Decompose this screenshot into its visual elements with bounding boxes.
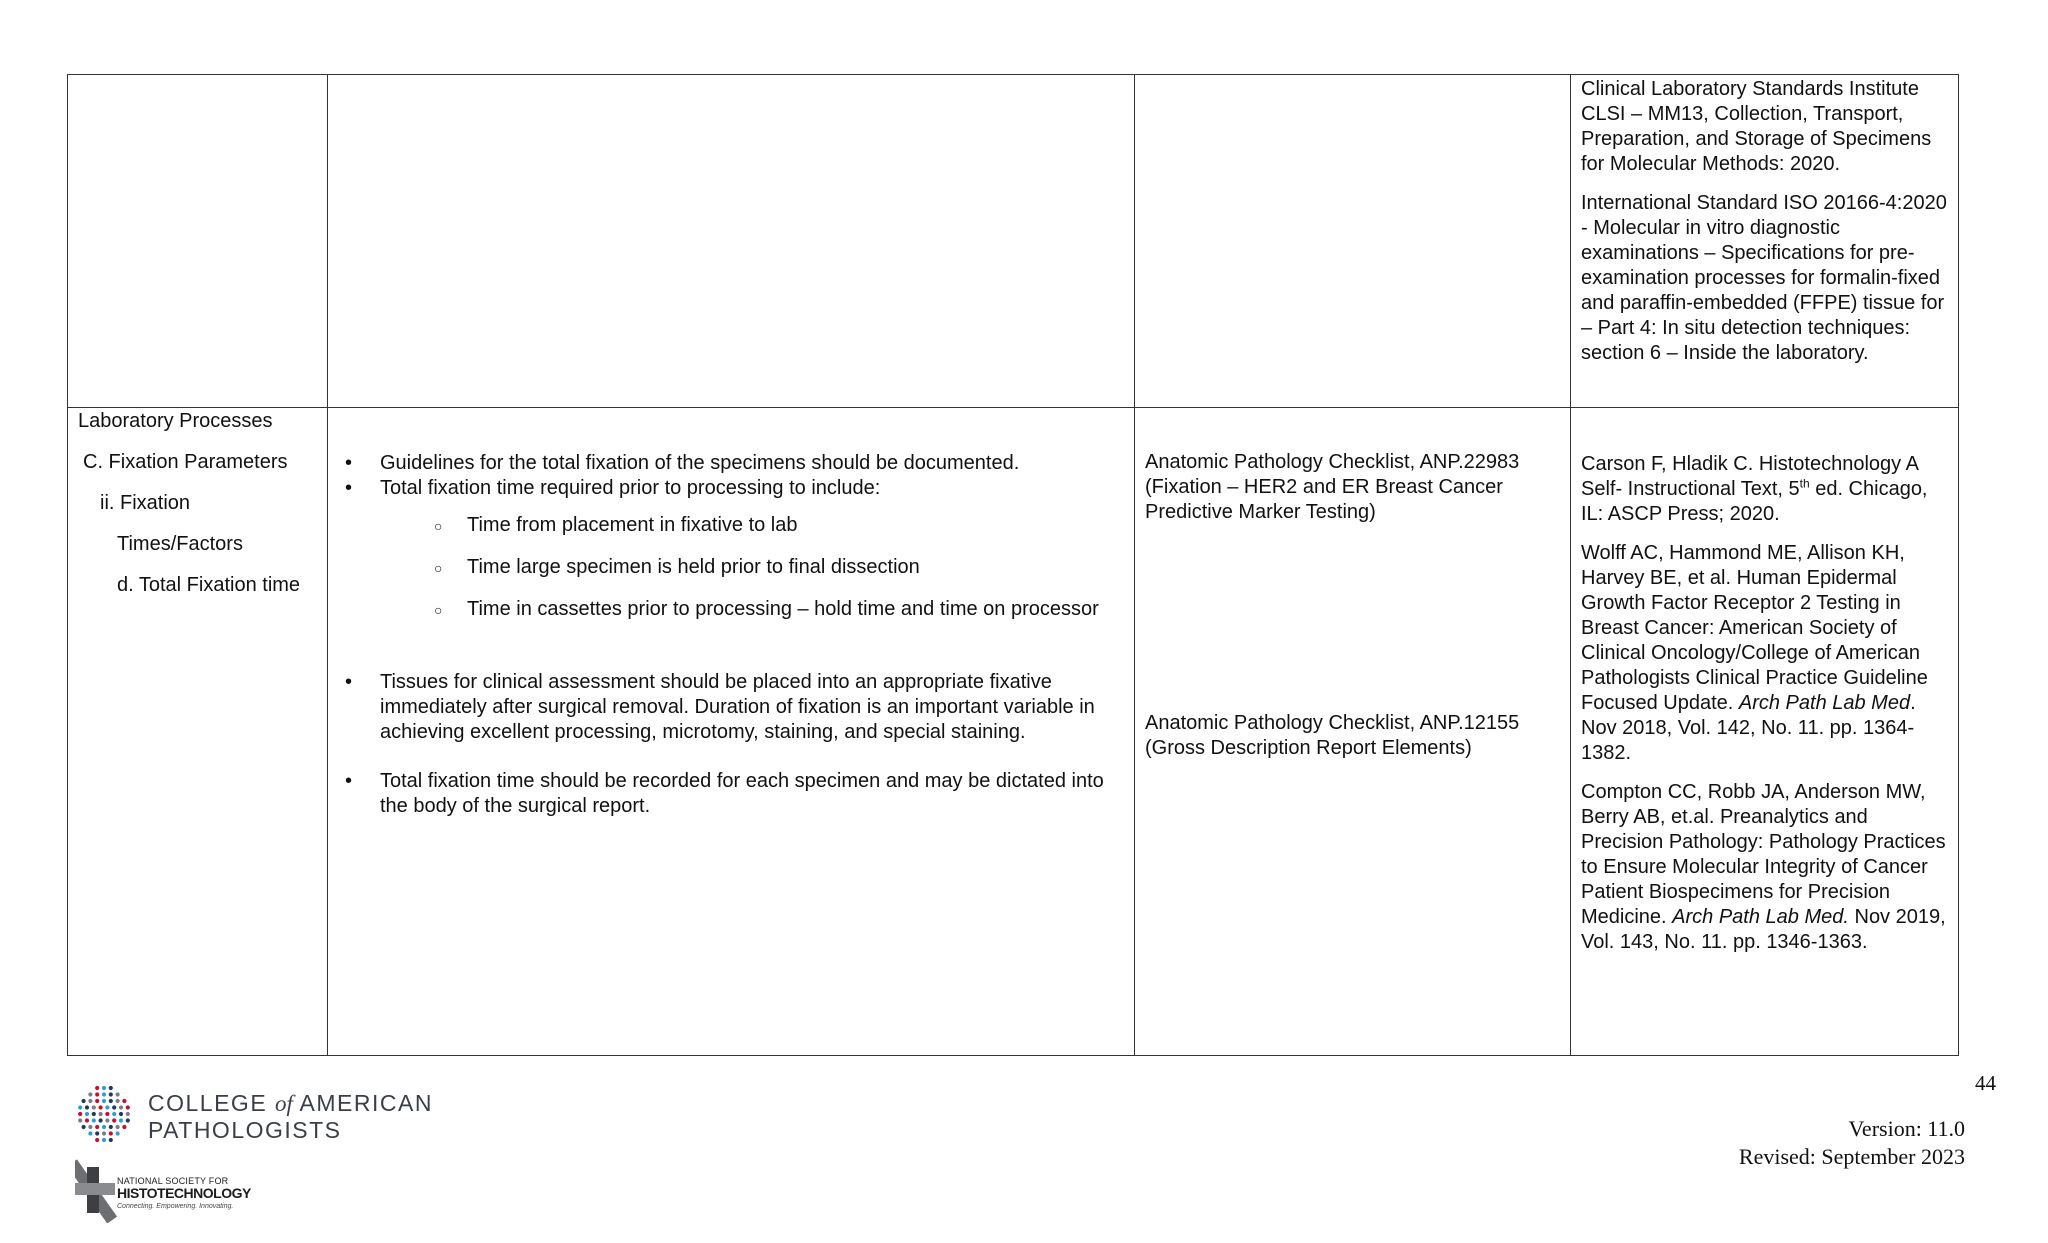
logo-dot bbox=[105, 1105, 109, 1109]
logo-dot bbox=[105, 1112, 109, 1116]
version-label: Version: 11.0 bbox=[1848, 1116, 1965, 1141]
logo-dot bbox=[109, 1138, 113, 1142]
superscript: th bbox=[1799, 476, 1810, 491]
page-number: 44 bbox=[1975, 1071, 1996, 1095]
logo-dot bbox=[95, 1138, 99, 1142]
logo-dot bbox=[99, 1105, 103, 1109]
cap-text-part: of bbox=[275, 1091, 293, 1116]
guideline-list bbox=[338, 451, 1124, 819]
cap-text-part: AMERICAN bbox=[292, 1090, 433, 1116]
logo-dot bbox=[85, 1105, 89, 1109]
logo-dot bbox=[109, 1131, 113, 1135]
logo-dot bbox=[126, 1112, 130, 1116]
logo-dot bbox=[112, 1105, 116, 1109]
table-row bbox=[68, 408, 1959, 1056]
logo-dot bbox=[126, 1118, 130, 1122]
list-item-text: Total fixation time required prior to processing to include: bbox=[380, 477, 881, 499]
reference-compton bbox=[1581, 780, 1948, 955]
reference-text: Wolff AC, Hammond ME, Allison KH, Harvey BE, et al. Human Epidermal Growth Factor Receptor 2 Testing in Breast Cancer: American Society of Clinical Oncology/College of American Pathologists Clinical Practice Guideline Focused Update. bbox=[1581, 542, 1928, 714]
version-info bbox=[1739, 1115, 1965, 1171]
section-cell bbox=[68, 75, 328, 408]
logo-dot bbox=[109, 1125, 113, 1129]
logo-dot bbox=[95, 1125, 99, 1129]
section-subitem: d. Total Fixation time bbox=[117, 574, 301, 596]
logo-dot bbox=[102, 1138, 106, 1142]
logo-dot bbox=[85, 1118, 89, 1122]
checklist-reference: Anatomic Pathology Checklist, ANP.12155 (Gross Description Report Elements) bbox=[1145, 712, 1520, 759]
sub-list bbox=[380, 513, 1124, 622]
logo-dot bbox=[105, 1118, 109, 1122]
section-item-continued: Times/Factors bbox=[117, 533, 243, 555]
logo-dot bbox=[119, 1105, 123, 1109]
logo-dot bbox=[92, 1105, 96, 1109]
cap-logo-icon bbox=[72, 1084, 136, 1144]
logo-dot bbox=[82, 1125, 86, 1129]
nsh-logo-text bbox=[117, 1176, 251, 1213]
reference-text: Nov 2019, Vol. 143, No. 11. pp. 1346-1363. bbox=[1581, 906, 1946, 953]
logo-dot bbox=[82, 1099, 86, 1103]
cap-logo-text bbox=[148, 1090, 433, 1144]
logo-dot bbox=[78, 1105, 82, 1109]
logo-dot bbox=[109, 1092, 113, 1096]
list-item: • Guidelines for the total fixation of the specimens should be documented. bbox=[338, 451, 1124, 476]
reference-iso: International Standard ISO 20166-4:2020 - Molecular in vitro diagnostic examinations – Specifications for pre-examination processes for formalin-fixed and paraffin-embedded (FFPE) tissue for – Part 4: In situ detection techniques: section 6 – Inside the laboratory. bbox=[1581, 192, 1947, 364]
logo-dot bbox=[102, 1099, 106, 1103]
list-item bbox=[338, 476, 1124, 622]
sub-list-item: ○ Time from placement in fixative to lab bbox=[380, 513, 1124, 538]
logo-dot bbox=[122, 1125, 126, 1129]
section-subtitle: C. Fixation Parameters bbox=[83, 451, 288, 473]
logo-dot bbox=[112, 1112, 116, 1116]
journal-title: Arch Path Lab Med. bbox=[1672, 906, 1849, 928]
logo-dot bbox=[109, 1099, 113, 1103]
section-cell bbox=[68, 408, 328, 1056]
logo-dot bbox=[116, 1131, 120, 1135]
logo-dot bbox=[88, 1131, 92, 1135]
table-row bbox=[68, 75, 1959, 408]
logo-dot bbox=[92, 1118, 96, 1122]
guideline-cell bbox=[328, 408, 1135, 1056]
logo-dot bbox=[102, 1086, 106, 1090]
logo-dot bbox=[116, 1125, 120, 1129]
standards-table bbox=[67, 74, 1959, 1056]
references-cell bbox=[1571, 75, 1959, 408]
logo-dot bbox=[116, 1099, 120, 1103]
reference-text: Compton CC, Robb JA, Anderson MW, Berry AB, et.al. Preanalytics and Precision Pathology: Pathology Practices to Ensure Molecular Integrity of Cancer Patient Biospecimens for Precision Medicine. bbox=[1581, 781, 1946, 928]
checklist-cell bbox=[1135, 75, 1571, 408]
references-cell bbox=[1571, 408, 1959, 1056]
logo-dot bbox=[116, 1092, 120, 1096]
logo-dot bbox=[95, 1099, 99, 1103]
nsh-logo-icon bbox=[75, 1153, 119, 1223]
logo-dot bbox=[78, 1118, 82, 1122]
sub-list-item: ○ Time in cassettes prior to processing – hold time and time on processor bbox=[380, 597, 1124, 622]
logo-dot bbox=[112, 1118, 116, 1122]
list-item: • Total fixation time should be recorded for each specimen and may be dictated into the body of the surgical report. bbox=[338, 769, 1124, 819]
logo-dot bbox=[78, 1112, 82, 1116]
reference-text: . Nov 2018, Vol. 142, No. 11. pp. 1364-1382. bbox=[1581, 692, 1916, 764]
logo-dot bbox=[88, 1125, 92, 1129]
reference-text: Carson F, Hladik C. Histotechnology A Self- Instructional Text, 5 bbox=[1581, 453, 1918, 500]
logo-dot bbox=[102, 1125, 106, 1129]
checklist-reference: Anatomic Pathology Checklist, ANP.22983 (Fixation – HER2 and ER Breast Cancer Predictive Marker Testing) bbox=[1145, 451, 1520, 523]
guideline-cell bbox=[328, 75, 1135, 408]
cap-text-part: PATHOLOGISTS bbox=[148, 1117, 342, 1143]
journal-title: Arch Path Lab Med bbox=[1738, 692, 1911, 714]
logo-dot bbox=[92, 1112, 96, 1116]
nsh-text-top: NATIONAL SOCIETY FOR bbox=[117, 1176, 229, 1186]
sub-list-item: ○ Time large specimen is held prior to final dissection bbox=[380, 555, 1124, 580]
cap-text-part: COLLEGE bbox=[148, 1090, 276, 1116]
reference-clsi: Clinical Laboratory Standards Institute CLSI – MM13, Collection, Transport, Preparation, and Storage of Specimens for Molecular Methods: 2020. bbox=[1581, 78, 1932, 175]
logo-dot bbox=[119, 1112, 123, 1116]
logo-dot bbox=[95, 1131, 99, 1135]
reference-text: ed. Chicago, IL: ASCP Press; 2020. bbox=[1581, 478, 1928, 525]
logo-dot bbox=[88, 1092, 92, 1096]
logo-dot bbox=[99, 1112, 103, 1116]
nsh-text-tagline: Connecting. Empowering. Innovating. bbox=[117, 1203, 234, 1210]
nsh-text-main: HISTOTECHNOLOGY bbox=[117, 1185, 251, 1201]
reference-carson bbox=[1581, 452, 1948, 527]
logo-dot bbox=[126, 1105, 130, 1109]
checklist-cell bbox=[1135, 408, 1571, 1056]
revised-label: Revised: September 2023 bbox=[1738, 1144, 1965, 1169]
logo-dot bbox=[102, 1092, 106, 1096]
logo-dot bbox=[99, 1118, 103, 1122]
logo-dot bbox=[85, 1112, 89, 1116]
logo-dot bbox=[109, 1086, 113, 1090]
reference-wolff bbox=[1581, 541, 1948, 766]
logo-dot bbox=[102, 1131, 106, 1135]
logo-dot bbox=[119, 1118, 123, 1122]
logo-dot bbox=[122, 1099, 126, 1103]
section-item: ii. Fixation bbox=[100, 492, 191, 514]
logo-dot bbox=[95, 1092, 99, 1096]
section-title: Laboratory Processes bbox=[78, 410, 273, 432]
logo-dot bbox=[95, 1086, 99, 1090]
list-item: • Tissues for clinical assessment should be placed into an appropriate fixative immediately after surgical removal. Duration of fixation is an important variable in achieving excellent processing, microtomy, staining, and special staining. bbox=[338, 670, 1124, 745]
logo-dot bbox=[88, 1099, 92, 1103]
